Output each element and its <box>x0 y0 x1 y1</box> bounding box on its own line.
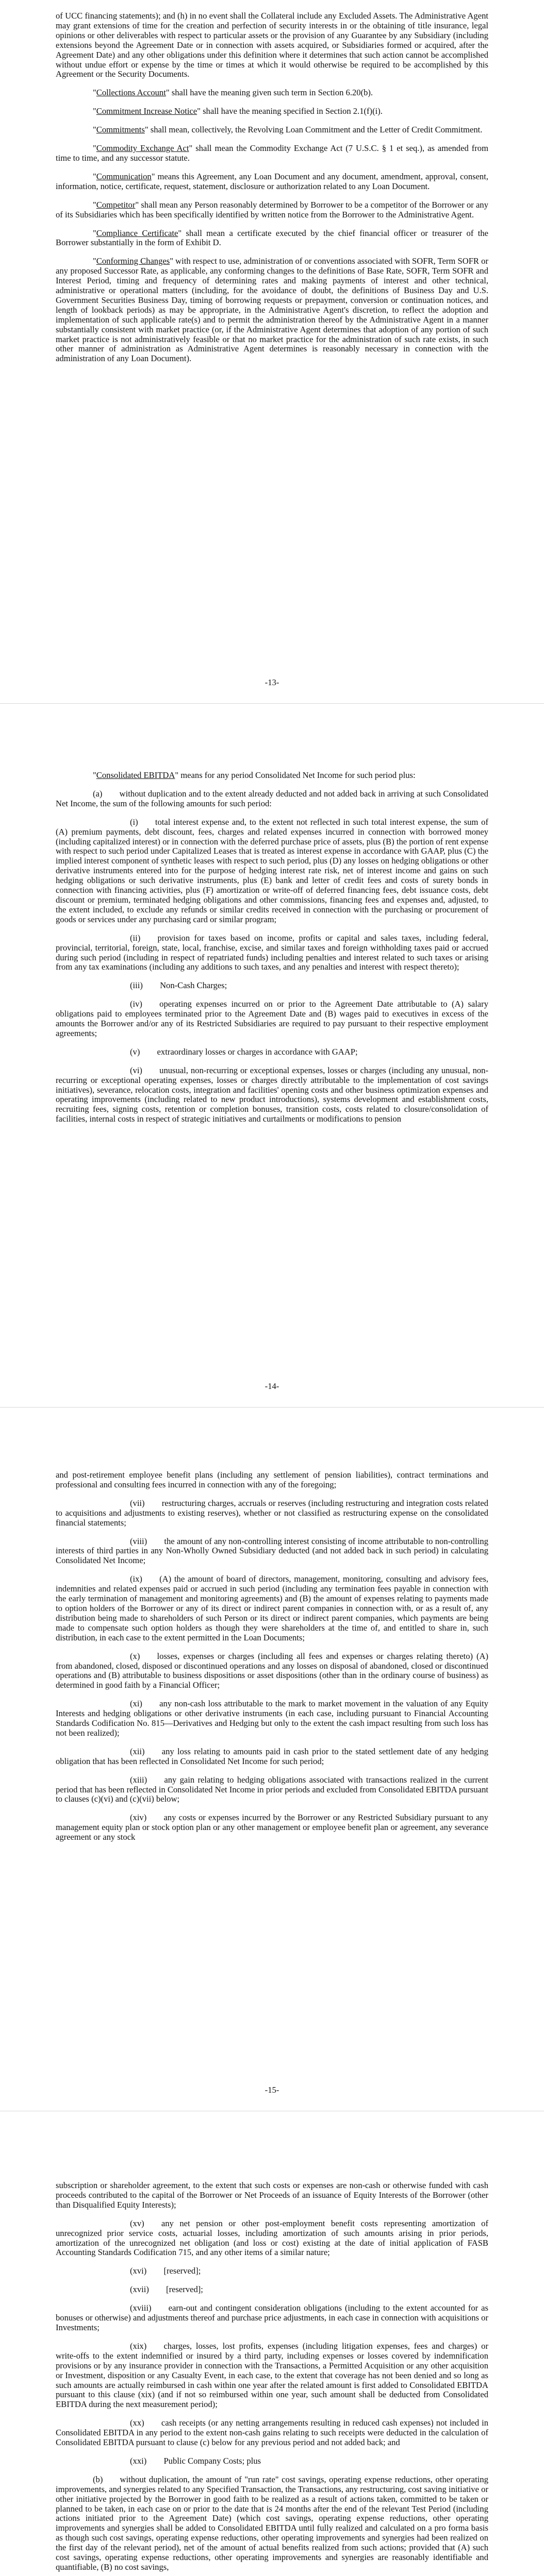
defined-term: Consolidated EBITDA <box>96 770 175 780</box>
clause-a-iii: (iii) Non-Cash Charges; <box>130 980 227 991</box>
clause-a-ix: (ix) (A) the amount of board of directors, management, monitoring, consulting and advisory fees, indemnities and related expenses paid or accrued in such period (including any termination fees payable in connection with the early termination of management and monitoring agreements) and (B) the amount of expenses relating to payments made to option holders of the Borrower or any of its direct or indirect parent companies in connection with, or as a result of, any distribution being made to shareholders of such Person or its direct or indirect parent companies, which payments are being made to compensate such option holders as though they were shareholders at the time of, and entitled to share in, such distribution, in each case to the extent permitted in the Loan Documents; <box>56 1574 488 1642</box>
defined-term: Commitments <box>96 125 145 135</box>
clause-a-xiv-continued: subscription or shareholder agreement, to the extent that such costs or expenses are non-cash or otherwise funded with cash proceeds contributed to the capital of the Borrower or Net Proceeds of an issuance of Equity Interests of the Borrower (other than Disqualified Equity Interests); <box>56 2180 488 2210</box>
clause-a: (a) without duplication and to the extent already deducted and not added back in arriving at such Consolidated Net Income, the sum of the following amounts for such period: <box>56 788 488 808</box>
defined-term: Compliance Certificate <box>96 228 178 238</box>
definition-communication: "Communication" means this Agreement, any Loan Document and any document, amendment, approval, consent, information, notice, certificate, request, statement, disclosure or authorization related to any Loan Document. <box>56 171 488 191</box>
definition-commitment-increase-notice: "Commitment Increase Notice" shall have the meaning specified in Section 2.1(f)(i). <box>93 106 383 116</box>
clause-a-xx: (xx) cash receipts (or any netting arrangements resulting in reduced cash expenses) not included in Consolidated EBITDA in any period to the extent non-cash gains relating to such receipts were deducted in the calculation of Consolidated EBITDA pursuant to clause (c) below for any previous period and not added back; and <box>56 2418 488 2448</box>
page-number: -15- <box>265 2085 279 2095</box>
defined-term: Communication <box>96 171 152 181</box>
clause-a-vi: (vi) unusual, non-recurring or exceptional expenses, losses or charges (including any unusual, non-recurring or exceptional operating expenses, losses or charges directly attributable to the implementation of cost savings initiatives), severance, relocation costs, integration and facilities' opening costs and other business optimization expenses and operating improvements (including related to new product introductions), systems development and establishment costs, recruiting fees, signing costs, retention or completion bonuses, transition costs, costs related to closure/consolidation of facilities, internal costs in respect of strategic initiatives and curtailments or modifications to pension <box>56 1065 488 1124</box>
clause-a-v: (v) extraordinary losses or charges in accordance with GAAP; <box>130 1046 358 1057</box>
clause-a-xii: (xii) any loss relating to amounts paid in cash prior to the stated settlement date of any hedging obligation that has been reflected in Consolidated Net Income for such period; <box>56 1746 488 1766</box>
clause-a-xxi: (xxi) Public Company Costs; plus <box>130 2455 261 2466</box>
clause-a-xviii: (xviii) earn-out and contingent consideration obligations (including to the extent accounted for as bonuses or otherwise) and adjustments thereof and purchase price adjustments, in each case in connection with acquisitions or Investments; <box>56 2303 488 2332</box>
clause-a-xvii: (xvii) [reserved]; <box>130 2284 203 2295</box>
page-body <box>56 11 488 372</box>
defined-term: Commitment Increase Notice <box>96 106 197 116</box>
page-body <box>56 1470 488 1851</box>
clause-a-iv: (iv) operating expenses incurred on or prior to the Agreement Date attributable to (A) salary obligations paid to employees terminated prior to the Agreement Date and (B) wages paid to executives in excess of the amounts the Borrower and/or any of its Restricted Subsidiaries are required to pay pursuant to their respective employment agreements; <box>56 999 488 1038</box>
document-page-16 <box>0 2111 544 2576</box>
clause-a-vii: (vii) restructuring charges, accruals or reserves (including restructuring and integration costs related to acquisitions and adjustments to existing reserves), whether or not classified as restructuring expense on the consolidated financial statements; <box>56 1498 488 1528</box>
clause-a-xiii: (xiii) any gain relating to hedging obligations associated with transactions realized in the current period that has been reflected in Consolidated Net Income in prior periods and excluded from Consolidated EBITDA pursuant to clauses (c)(vi) and (c)(vii) below; <box>56 1774 488 1804</box>
clause-a-xix: (xix) charges, losses, lost profits, expenses (including litigation expenses, fees and charges) or write-offs to the extent indemnified or insured by a third party, including expenses or losses covered by indemnification provisions or by any insurance provider in connection with the Transactions, a Permitted Acquisition or any other acquisition or Investment, disposition or any Casualty Event, in each case, to the extent that coverage has not been denied and so long as such amounts are actually reimbursed in cash within one year after the related amount is first added to Consolidated EBITDA pursuant to this clause (xix) (and if not so reimbursed within one year, such amount shall be deducted from Consolidated EBITDA during the next measurement period); <box>56 2341 488 2410</box>
defined-term: Commodity Exchange Act <box>96 143 189 154</box>
clause-a-i: (i) total interest expense and, to the extent not reflected in such total interest expense, the sum of (A) premium payments, debt discount, fees, charges and related expenses incurred in connection with borrowed money (including capitalized interest) or in connection with the deferred purchase price of assets, plus (B) the portion of rent expense with respect to such period under Capitalized Leases that is treated as interest expense in accordance with GAAP, plus (C) the implied interest component of synthetic leases with respect to such period, plus (D) any losses on hedging obligations or other derivative instruments entered into for the purpose of hedging interest rate risk, net of interest income and gains on such hedging obligations or such derivative instruments, plus (E) bank and letter of credit fees and costs of surety bonds in connection with financing activities, plus (F) amortization or write-off of deferred financing fees, debt issuance costs, debt discount or premium, terminated hedging obligations and other commissions, financing fees and expenses and, adjusted, to the extent included, to exclude any refunds or similar credits received in connection with the purchasing or procurement of goods or services under any purchasing card or similar program; <box>56 817 488 924</box>
clause-b: (b) without duplication, the amount of "run rate" cost savings, operating expense reductions, other operating improvements, and synergies related to any Specified Transaction, the Transactions, any restructuring, cost saving initiative or other initiative projected by the Borrower in good faith to be realized as a result of actions taken, committed to be taken or planned to be taken, in each case on or prior to the date that is 24 months after the end of the relevant Test Period (including actions initiated prior to the Agreement Date) (which cost savings, operating expense reductions, other operating improvements and synergies shall be added to Consolidated EBITDA until fully realized and calculated on a pro forma basis as though such cost savings, operating expense reductions, other operating improvements and synergies had been realized on the first day of the relevant period), net of the amount of actual benefits realized from such actions; provided that (A) such cost savings, operating expense reductions, other operating improvements and synergies are reasonably identifiable and quantifiable, (B) no cost savings, <box>56 2474 488 2572</box>
definition-consolidated-ebitda: "Consolidated EBITDA" means for any period Consolidated Net Income for such period plus: <box>93 770 416 780</box>
definition-compliance-certificate: "Compliance Certificate" shall mean a certificate executed by the chief financial officer or treasurer of the Borrower substantially in the form of Exhibit D. <box>56 228 488 248</box>
definition-collections-account: "Collections Account" shall have the meaning given such term in Section 6.20(b). <box>93 88 373 98</box>
defined-term: Competitor <box>96 199 136 210</box>
page-body <box>56 771 488 1133</box>
page-number: -13- <box>265 677 279 687</box>
page-body <box>56 2181 488 2576</box>
clause-a-xv: (xv) any net pension or other post-employment benefit costs representing amortization of unrecognized prior service costs, actuarial losses, including amortization of such amounts arising in prior periods, amortization of the unrecognized net obligation (and loss or cost) existing at the date of initial application of FASB Accounting Standards Codification 715, and any other items of a similar nature; <box>56 2218 488 2258</box>
document-page-14 <box>0 704 544 1407</box>
definition-commodity-exchange-act: "Commodity Exchange Act" shall mean the Commodity Exchange Act (7 U.S.C. § 1 et seq.), as amended from time to time, and any successor statute. <box>56 143 488 163</box>
clause-a-viii: (viii) the amount of any non-controlling interest consisting of income attributable to non-controlling interests of third parties in any Non-Wholly Owned Subsidiary deducted (and not added back in such period) in calculating Consolidated Net Income; <box>56 1536 488 1566</box>
definition-competitor: "Competitor" shall mean any Person reasonably determined by Borrower to be a competitor of the Borrower or any of its Subsidiaries which has been specifically identified by written notice from the Borrower to the Administrative Agent. <box>56 199 488 219</box>
clause-a-xiv: (xiv) any costs or expenses incurred by the Borrower or any Restricted Subsidiary pursuant to any management equity plan or stock option plan or any other management or employee benefit plan or agreement, any severance agreement or any stock <box>56 1812 488 1842</box>
clause-a-x: (x) losses, expenses or charges (including all fees and expenses or charges relating thereto) (A) from abandoned, closed, disposed or discontinued operations and any losses on disposal of abandoned, closed or discontinued operations and (B) attributable to business dispositions or asset dispositions (other than in the ordinary course of business) as determined in good faith by a Financial Officer; <box>56 1651 488 1690</box>
defined-term: Conforming Changes <box>96 256 170 266</box>
page-number: -14- <box>265 1381 279 1391</box>
definition-commitments: "Commitments" shall mean, collectively, the Revolving Loan Commitment and the Letter of Credit Commitment. <box>93 125 483 135</box>
paragraph-collateral-tail: of UCC financing statements); and (h) in no event shall the Collateral include any Excluded Assets. The Administrative Agent may grant extensions of time for the creation and perfection of security interests in or the obtaining of title insurance, legal opinions or other deliverables with respect to particular assets or the provision of any Guarantee by any Subsidiary (including extensions beyond the Agreement Date or in connection with assets acquired, or Subsidiaries formed or acquired, after the Agreement Date) and any other obligations under this definition where it determines that such action cannot be accomplished without undue effort or expense by the time or times at which it would otherwise be required to be accomplished by this Agreement or the Security Documents. <box>56 11 488 79</box>
defined-term: Collections Account <box>96 88 166 98</box>
clause-a-xvi: (xvi) [reserved]; <box>130 2266 201 2276</box>
document-page-13 <box>0 0 544 703</box>
clause-a-xi: (xi) any non-cash loss attributable to the mark to market movement in the valuation of any Equity Interests and hedging obligations or other derivative instruments (in each case, including pursuant to Financial Accounting Standards Codification No. 815—Derivatives and Hedging but only to the extent the cash impact resulting from such loss has not been realized); <box>56 1699 488 1738</box>
definition-conforming-changes: "Conforming Changes" with respect to use, administration of or conventions associated with SOFR, Term SOFR or any proposed Successor Rate, as applicable, any conforming changes to the definitions of Base Rate, SOFR, Term SOFR and Interest Period, timing and frequency of determining rates and making payments of interest and other technical, administrative or operational matters (including, for the avoidance of doubt, the definitions of Business Day and U.S. Government Securities Business Day, timing of borrowing requests or prepayment, conversion or continuation notices, and length of lookback periods) as may be appropriate, in the Administrative Agent's discretion, to reflect the adoption and implementation of such applicable rate(s) and to permit the administration thereof by the Administrative Agent in a manner substantially consistent with market practice (or, if the Administrative Agent determines that adoption of any portion of such market practice is not administratively feasible or that no market practice for the administration of such rate exists, in such other manner of administration as Administrative Agent determines is reasonably necessary in connection with the administration of any Loan Document). <box>56 256 488 364</box>
clause-a-vi-continued: and post-retirement employee benefit plans (including any settlement of pension liabilities), contract terminations and professional and consulting fees incurred in connection with any of the foregoing; <box>56 1470 488 1489</box>
clause-a-ii: (ii) provision for taxes based on income, profits or capital and sales taxes, including federal, provincial, territorial, foreign, state, local, franchise, excise, and similar taxes and foreign withholding taxes paid or accrued during such period (including in respect of repatriated funds) including penalties and interest related to such taxes or arising from any tax examinations (including any additions to such taxes, and any penalties and interest with respect thereto); <box>56 933 488 972</box>
document-page-15 <box>0 1408 544 2111</box>
